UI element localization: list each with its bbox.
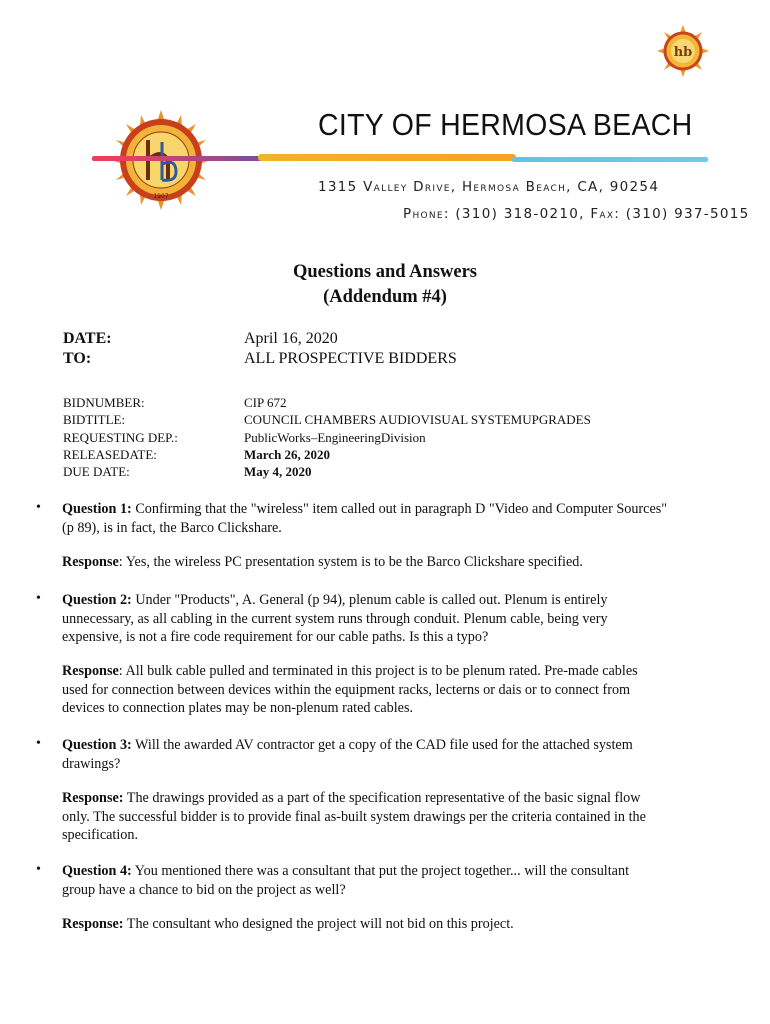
response-label: Response <box>62 554 119 570</box>
city-phone-fax: Phone: (310) 318-0210, Fax: (310) 937-5015 <box>403 206 750 222</box>
document-title: Questions and Answers <box>292 262 477 282</box>
bid-title-value: COUNCIL CHAMBERS AUDIOVISUAL SYSTEMUPGRADES <box>244 412 591 427</box>
question-text: Will the awarded AV contractor get a copy of the CAD file used for the attached system <box>131 737 633 753</box>
bid-number-value: CIP 672 <box>244 395 287 410</box>
question-text: Under "Products", A. General (p 94), plenum cable is called out. Plenum is entirely <box>131 592 608 608</box>
question-text: Confirming that the "wireless" item called out in paragraph D "Video and Computer Sources" <box>131 501 668 517</box>
response-text: : All bulk cable pulled and terminated in this project is to be plenum rated. Pre-made cables <box>118 663 638 679</box>
to-label: TO: <box>63 350 92 367</box>
question-text: (p 89), is in fact, the Barco Clickshare. <box>62 519 282 536</box>
header-divider-light-blue <box>512 157 708 162</box>
response-label: Response: <box>62 916 124 932</box>
release-date-value: March 26, 2020 <box>244 447 331 462</box>
question-text: group have a chance to bid on the project as well? <box>62 881 346 898</box>
bullet-icon: • <box>36 591 41 606</box>
city-seal-small-icon <box>657 25 709 77</box>
response-text: devices to connection plates may be non-plenum rated cables. <box>62 700 414 716</box>
response-4 <box>62 915 712 934</box>
question-label: Question 2: <box>62 592 132 608</box>
seal-year: 1907 <box>153 193 169 200</box>
bullet-icon: • <box>36 862 41 877</box>
response-text: The consultant who designed the project will not bid on this project. <box>123 916 514 932</box>
bid-number-label: BIDNUMBER: <box>63 395 145 410</box>
header-divider-gold <box>258 154 516 161</box>
question-3 <box>62 736 712 773</box>
question-text: drawings? <box>62 755 121 772</box>
question-text: expensive, is not a fire code requirement for our cable paths. Is this a typo? <box>62 629 489 645</box>
question-1 <box>62 500 712 537</box>
bullet-icon: • <box>36 500 41 515</box>
requesting-dept-label: REQUESTING DEP.: <box>63 430 178 445</box>
requesting-dept-value: PublicWorks–EngineeringDivision <box>244 430 426 445</box>
city-name: CITY OF HERMOSA BEACH <box>318 107 693 142</box>
question-label: Question 1: <box>62 501 132 517</box>
question-label: Question 4: <box>62 863 132 879</box>
bullet-icon: • <box>36 736 41 751</box>
question-4 <box>62 862 712 899</box>
response-label: Response <box>62 663 119 679</box>
city-address: 1315 Valley Drive, Hermosa Beach, CA, 90254 <box>318 179 660 195</box>
svg-text:hb: hb <box>673 45 693 60</box>
due-date-label: DUE DATE: <box>63 464 130 479</box>
question-text: unnecessary, as all cabling in the current system runs through conduit. Plenum cable, being very <box>62 610 608 627</box>
question-label: Question 3: <box>62 737 132 753</box>
response-text: only. The successful bidder is to provide final as-built system drawings per the criteria contained in the <box>62 808 646 825</box>
response-text: specification. <box>62 827 139 843</box>
document-subtitle: (Addendum #4) <box>323 287 447 307</box>
response-1 <box>62 553 712 572</box>
response-3 <box>62 789 712 845</box>
response-text: : Yes, the wireless PC presentation system is to be the Barco Clickshare specified. <box>118 554 583 570</box>
response-text: The drawings provided as a part of the specification representative of the basic signal flow <box>123 790 641 806</box>
response-label: Response: <box>62 790 124 806</box>
to-value: ALL PROSPECTIVE BIDDERS <box>244 350 457 367</box>
due-date-value: May 4, 2020 <box>244 464 312 479</box>
response-text: used for connection between devices within the equipment racks, lecterns or dais or to connect from <box>62 681 631 698</box>
date-label: DATE: <box>63 330 112 347</box>
release-date-label: RELEASEDATE: <box>63 447 157 462</box>
question-text: You mentioned there was a consultant that put the project together... will the consultant <box>131 863 630 879</box>
response-2 <box>62 662 712 718</box>
question-2 <box>62 591 712 647</box>
bid-title-label: BIDTITLE: <box>63 412 126 427</box>
date-value: April 16, 2020 <box>244 330 338 347</box>
